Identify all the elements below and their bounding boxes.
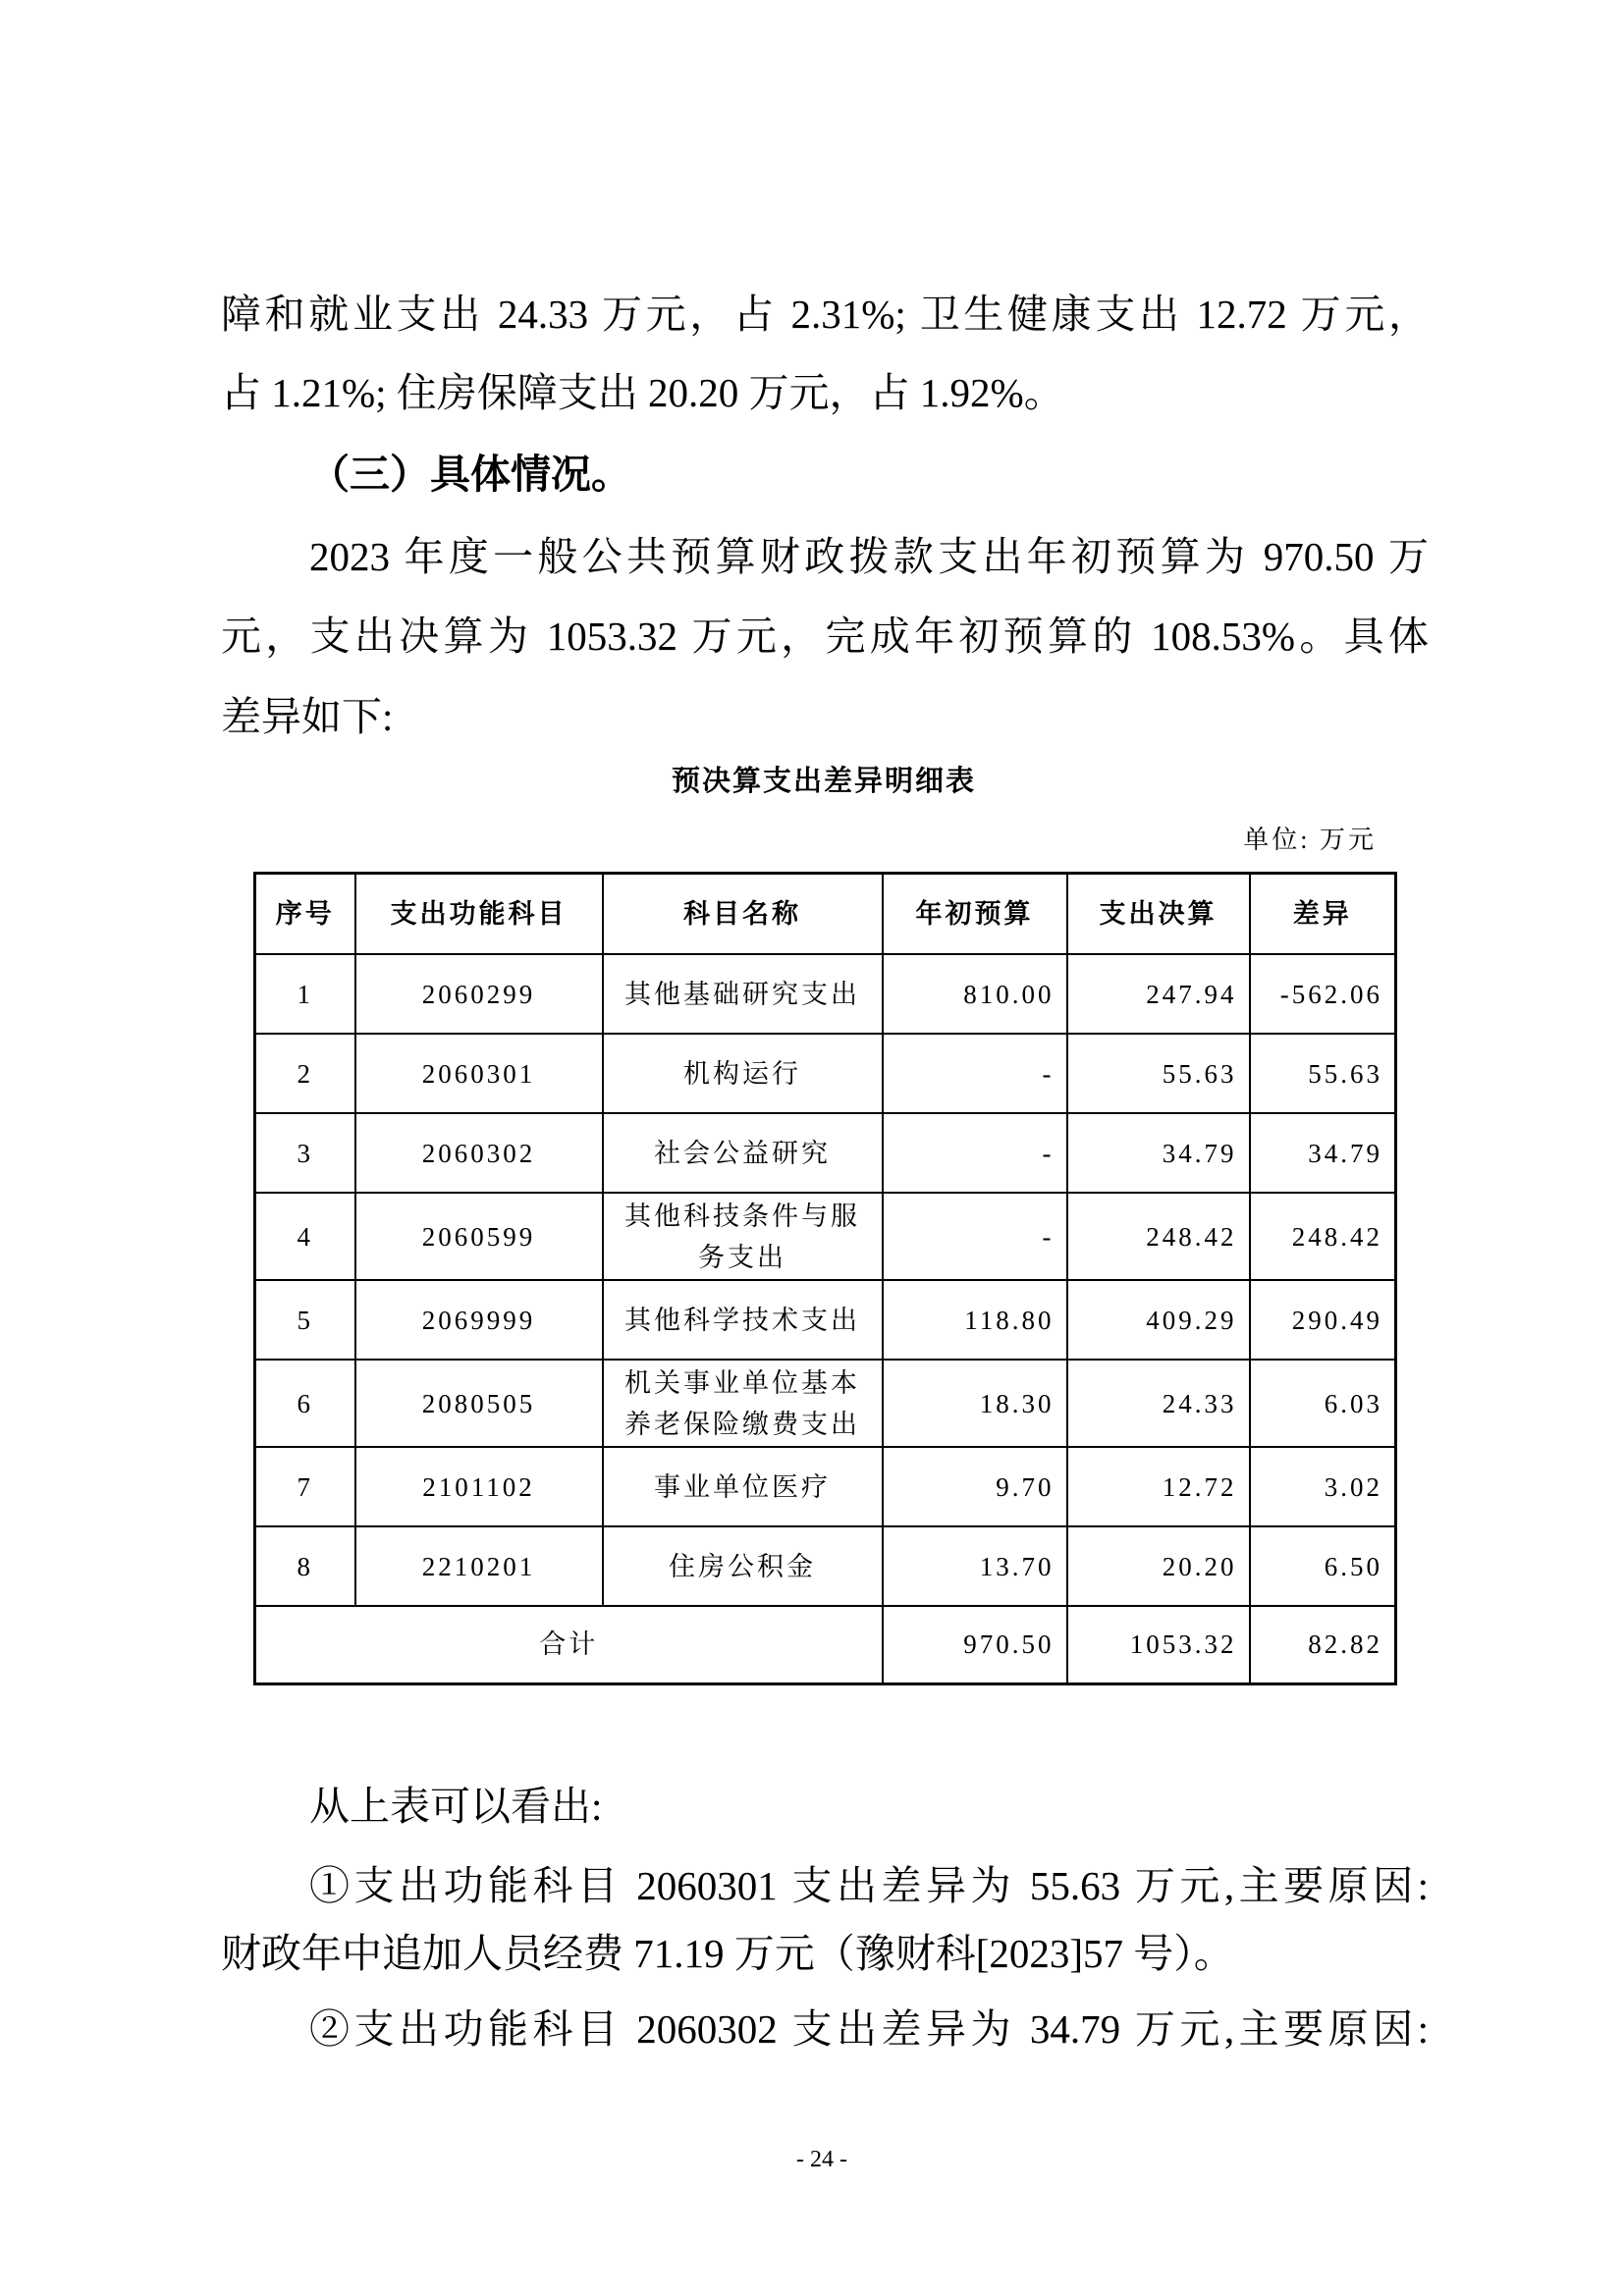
- table-row: [255, 1447, 1396, 1526]
- cell-seq: 8: [255, 1526, 355, 1606]
- intro-line: 障和就业支出 24.33 万元，占 2.31%; 卫生健康支出 12.72 万元，: [221, 292, 1429, 337]
- cell-code: 2060599: [355, 1193, 603, 1280]
- cell-actual: 20.20: [1067, 1526, 1250, 1606]
- cell-actual: 55.63: [1067, 1034, 1250, 1113]
- section-line: 元，支出决算为 1053.32 万元，完成年初预算的 108.53%。具体: [221, 614, 1429, 659]
- cell-name: 事业单位医疗: [603, 1447, 883, 1526]
- table-title: 预决算支出差异明细表: [671, 766, 976, 797]
- cell-diff: 6.03: [1250, 1360, 1396, 1447]
- cell-name: 机构运行: [603, 1034, 883, 1113]
- table-row: [255, 1113, 1396, 1193]
- cell-actual: 248.42: [1067, 1193, 1250, 1280]
- cell-name: 社会公益研究: [603, 1113, 883, 1193]
- cell-seq: 6: [255, 1360, 355, 1447]
- section-line: 差异如下:: [221, 694, 394, 739]
- analysis-line: ②支出功能科目 2060302 支出差异为 34.79 万元,主要原因:: [309, 2006, 1429, 2052]
- table-total-row: [255, 1606, 1396, 1683]
- cell-budget: -: [883, 1193, 1067, 1280]
- cell-actual: 247.94: [1067, 954, 1250, 1034]
- cell-budget: 13.70: [883, 1526, 1067, 1606]
- cell-diff: -562.06: [1250, 954, 1396, 1034]
- cell-budget: 18.30: [883, 1360, 1067, 1447]
- cell-code: 2060299: [355, 954, 603, 1034]
- table-header-row: [255, 874, 1396, 955]
- cell-budget: 810.00: [883, 954, 1067, 1034]
- cell-code: 2101102: [355, 1447, 603, 1526]
- cell-name: 机关事业单位基本养老保险缴费支出: [603, 1360, 883, 1447]
- cell-name: 其他基础研究支出: [603, 954, 883, 1034]
- header-budget: 年初预算: [883, 874, 1067, 955]
- header-diff: 差异: [1250, 874, 1396, 955]
- cell-seq: 2: [255, 1034, 355, 1113]
- cell-name: 住房公积金: [603, 1526, 883, 1606]
- table-row: [255, 1034, 1396, 1113]
- budget-variance-table: [253, 872, 1397, 1685]
- page-number: - 24 -: [796, 2147, 847, 2172]
- cell-diff: 34.79: [1250, 1113, 1396, 1193]
- cell-code: 2210201: [355, 1526, 603, 1606]
- analysis-line: 从上表可以看出:: [309, 1784, 603, 1829]
- cell-seq: 7: [255, 1447, 355, 1526]
- header-seq: 序号: [255, 874, 355, 955]
- cell-budget: 118.80: [883, 1280, 1067, 1360]
- table-row: [255, 1193, 1396, 1280]
- table-row: [255, 954, 1396, 1034]
- total-label: 合计: [255, 1606, 883, 1683]
- cell-diff: 3.02: [1250, 1447, 1396, 1526]
- total-budget: 970.50: [883, 1606, 1067, 1683]
- total-actual: 1053.32: [1067, 1606, 1250, 1683]
- table-row: [255, 1360, 1396, 1447]
- cell-seq: 1: [255, 954, 355, 1034]
- analysis-line: 财政年中追加人员经费 71.19 万元（豫财科[2023]57 号）。: [221, 1931, 1234, 1976]
- cell-name: 其他科学技术支出: [603, 1280, 883, 1360]
- cell-diff: 6.50: [1250, 1526, 1396, 1606]
- cell-diff: 290.49: [1250, 1280, 1396, 1360]
- table-row: [255, 1280, 1396, 1360]
- cell-code: 2060301: [355, 1034, 603, 1113]
- cell-seq: 4: [255, 1193, 355, 1280]
- cell-actual: 24.33: [1067, 1360, 1250, 1447]
- intro-line: 占 1.21%; 住房保障支出 20.20 万元，占 1.92%。: [221, 370, 1064, 415]
- section-heading: （三）具体情况。: [309, 452, 631, 497]
- cell-seq: 5: [255, 1280, 355, 1360]
- analysis-line: ①支出功能科目 2060301 支出差异为 55.63 万元,主要原因:: [309, 1863, 1429, 1908]
- total-diff: 82.82: [1250, 1606, 1396, 1683]
- cell-diff: 55.63: [1250, 1034, 1396, 1113]
- header-actual: 支出决算: [1067, 874, 1250, 955]
- cell-name: 其他科技条件与服务支出: [603, 1193, 883, 1280]
- cell-actual: 34.79: [1067, 1113, 1250, 1193]
- cell-budget: -: [883, 1034, 1067, 1113]
- cell-budget: 9.70: [883, 1447, 1067, 1526]
- cell-actual: 409.29: [1067, 1280, 1250, 1360]
- cell-code: 2069999: [355, 1280, 603, 1360]
- header-code: 支出功能科目: [355, 874, 603, 955]
- cell-code: 2060302: [355, 1113, 603, 1193]
- cell-seq: 3: [255, 1113, 355, 1193]
- table-row: [255, 1526, 1396, 1606]
- cell-diff: 248.42: [1250, 1193, 1396, 1280]
- header-name: 科目名称: [603, 874, 883, 955]
- cell-actual: 12.72: [1067, 1447, 1250, 1526]
- section-line: 2023 年度一般公共预算财政拨款支出年初预算为 970.50 万: [309, 534, 1429, 579]
- unit-label: 单位: 万元: [1243, 826, 1377, 854]
- cell-budget: -: [883, 1113, 1067, 1193]
- cell-code: 2080505: [355, 1360, 603, 1447]
